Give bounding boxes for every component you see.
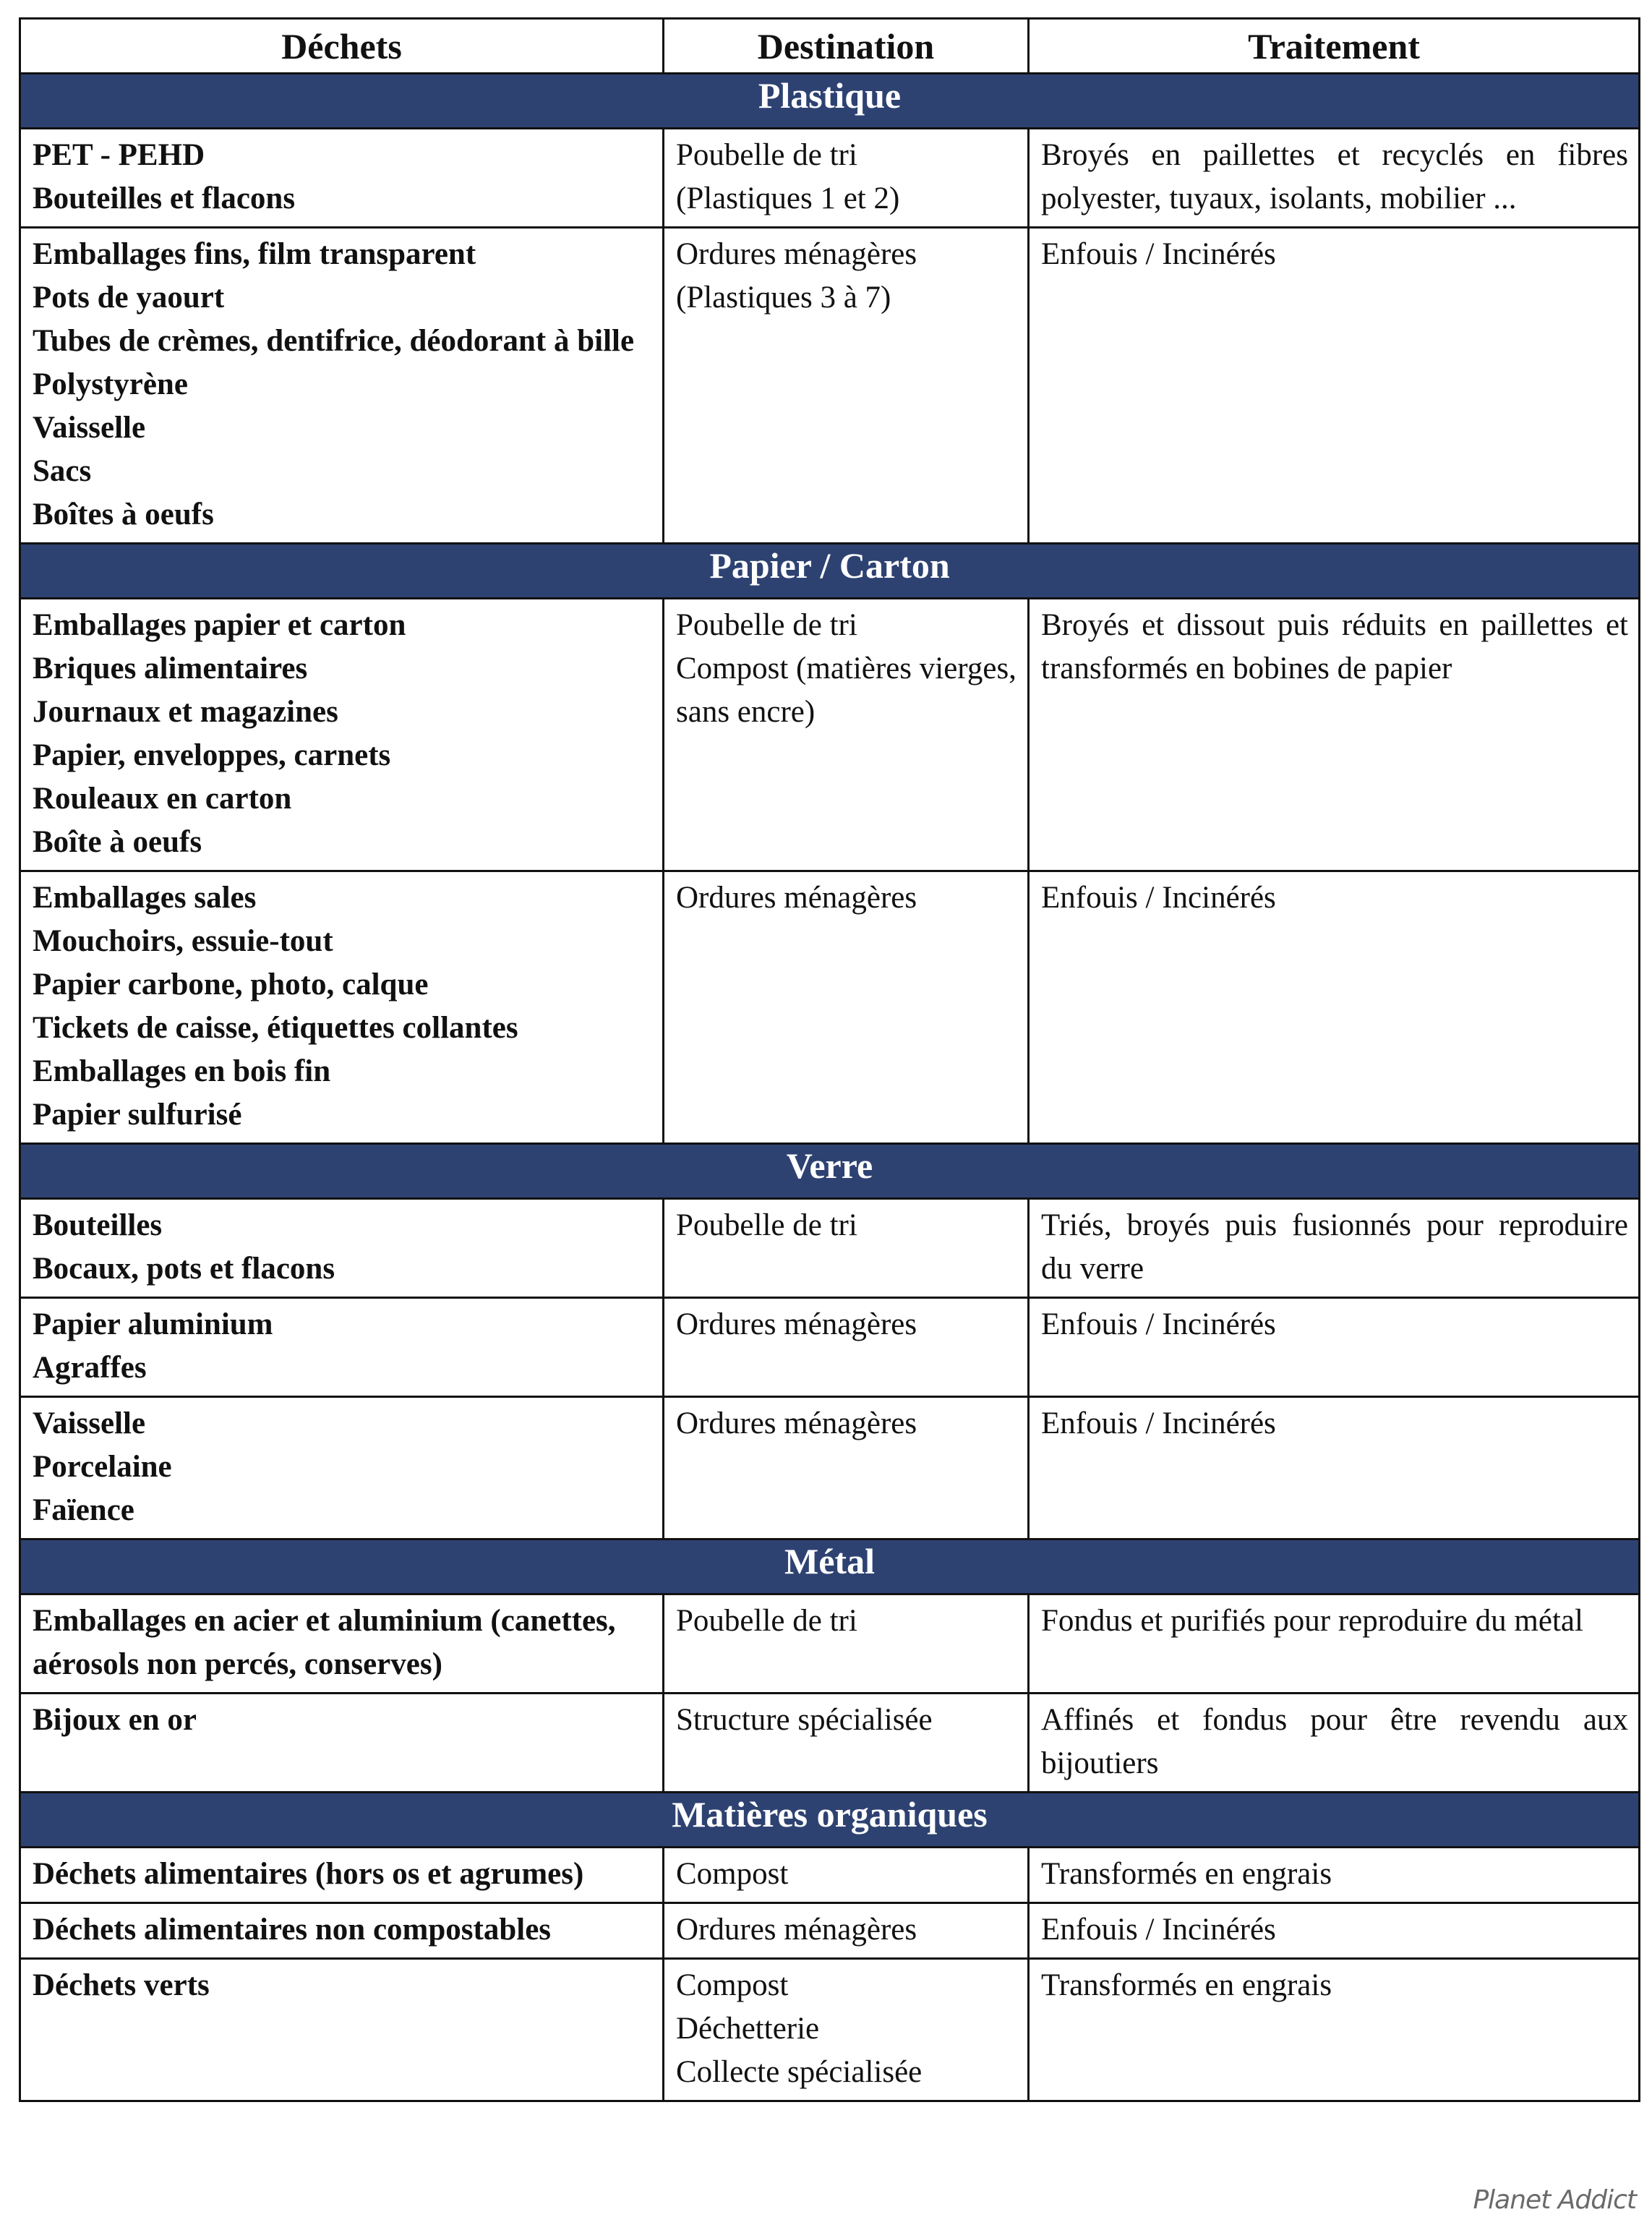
dechet-line: Bouteilles et flacons bbox=[33, 181, 296, 215]
cell-destination bbox=[664, 228, 1029, 544]
table-row bbox=[20, 1903, 1640, 1959]
table-row bbox=[20, 1199, 1640, 1298]
cell-dechets bbox=[20, 1298, 664, 1397]
section-title: Verre bbox=[20, 1144, 1640, 1199]
dechet-line: Journaux et magazines bbox=[33, 695, 338, 729]
cell-dechets bbox=[20, 228, 664, 544]
cell-destination bbox=[664, 599, 1029, 871]
dechet-line: Papier aluminium bbox=[33, 1307, 273, 1341]
destination-line: Compost bbox=[676, 1857, 789, 1891]
cell-traitement: Enfouis / Incinérés bbox=[1029, 1298, 1640, 1397]
cell-destination bbox=[664, 1848, 1029, 1903]
cell-dechets bbox=[20, 1959, 664, 2101]
destination-line: (Plastiques 3 à 7) bbox=[676, 281, 891, 315]
section-header-row bbox=[20, 74, 1640, 129]
table-row bbox=[20, 871, 1640, 1144]
table-row bbox=[20, 1397, 1640, 1539]
table-row bbox=[20, 228, 1640, 544]
cell-dechets bbox=[20, 871, 664, 1144]
header-row bbox=[20, 19, 1640, 74]
destination-line: Compost bbox=[676, 1968, 789, 2002]
cell-traitement: Broyés en paillettes et recyclés en fibres polyester, tuyaux, isolants, mobilier ... bbox=[1029, 129, 1640, 228]
cell-dechets bbox=[20, 1397, 664, 1539]
cell-destination bbox=[664, 1903, 1029, 1959]
dechet-line: Faïence bbox=[33, 1493, 134, 1527]
cell-destination bbox=[664, 1397, 1029, 1539]
destination-line: Ordures ménagères bbox=[676, 1406, 917, 1440]
cell-dechets bbox=[20, 1848, 664, 1903]
dechet-line: Vaisselle bbox=[33, 1406, 146, 1440]
dechet-line: Bocaux, pots et flacons bbox=[33, 1252, 335, 1286]
dechet-line: Porcelaine bbox=[33, 1450, 172, 1484]
destination-line: Déchetterie bbox=[676, 2012, 820, 2046]
destination-line: Ordures ménagères bbox=[676, 1307, 917, 1341]
dechet-line: Boîte à oeufs bbox=[33, 825, 202, 859]
dechet-line: Emballages en acier et aluminium (canettes, aérosols non percés, conserves) bbox=[33, 1604, 616, 1681]
dechet-line: Emballages fins, film transparent bbox=[33, 237, 476, 271]
dechet-line: Papier, enveloppes, carnets bbox=[33, 738, 391, 772]
cell-traitement: Enfouis / Incinérés bbox=[1029, 1397, 1640, 1539]
section-header-row bbox=[20, 1793, 1640, 1848]
cell-dechets bbox=[20, 1903, 664, 1959]
dechet-line: Vaisselle bbox=[33, 411, 146, 445]
table-row bbox=[20, 1298, 1640, 1397]
table-row bbox=[20, 1848, 1640, 1903]
dechet-line: Bijoux en or bbox=[33, 1703, 197, 1737]
table-row bbox=[20, 1594, 1640, 1694]
table-header bbox=[20, 19, 1640, 74]
header-traitement: Traitement bbox=[1029, 19, 1640, 74]
destination-line: Ordures ménagères bbox=[676, 881, 917, 915]
cell-destination bbox=[664, 1594, 1029, 1694]
waste-sorting-table bbox=[19, 17, 1640, 2102]
cell-dechets bbox=[20, 129, 664, 228]
cell-dechets bbox=[20, 1199, 664, 1298]
section-header-row bbox=[20, 1144, 1640, 1199]
dechet-line: Déchets verts bbox=[33, 1968, 210, 2002]
dechet-line: Papier sulfurisé bbox=[33, 1098, 242, 1132]
cell-destination bbox=[664, 129, 1029, 228]
dechet-line: Emballages papier et carton bbox=[33, 608, 406, 642]
dechet-line: Tickets de caisse, étiquettes collantes bbox=[33, 1011, 518, 1045]
header-destination: Destination bbox=[664, 19, 1029, 74]
destination-line: Poubelle de tri bbox=[676, 608, 857, 642]
section-title: Plastique bbox=[20, 74, 1640, 129]
destination-line: Poubelle de tri bbox=[676, 1604, 857, 1638]
table-row bbox=[20, 129, 1640, 228]
cell-traitement: Triés, broyés puis fusionnés pour reproduire du verre bbox=[1029, 1199, 1640, 1298]
destination-line: Poubelle de tri bbox=[676, 138, 857, 172]
table-body bbox=[20, 74, 1640, 2101]
cell-traitement: Enfouis / Incinérés bbox=[1029, 871, 1640, 1144]
cell-dechets bbox=[20, 1594, 664, 1694]
section-title: Matières organiques bbox=[20, 1793, 1640, 1848]
dechet-line: Agraffes bbox=[33, 1351, 147, 1385]
section-title: Métal bbox=[20, 1539, 1640, 1594]
section-title: Papier / Carton bbox=[20, 544, 1640, 599]
dechet-line: Déchets alimentaires (hors os et agrumes) bbox=[33, 1857, 584, 1891]
cell-destination bbox=[664, 1199, 1029, 1298]
cell-dechets bbox=[20, 1694, 664, 1793]
dechet-line: Briques alimentaires bbox=[33, 652, 308, 686]
dechet-line: Emballages sales bbox=[33, 881, 257, 915]
cell-traitement: Transformés en engrais bbox=[1029, 1848, 1640, 1903]
cell-traitement: Broyés et dissout puis réduits en paillettes et transformés en bobines de papier bbox=[1029, 599, 1640, 871]
destination-line: Collecte spécialisée bbox=[676, 2055, 923, 2089]
dechet-line: Rouleaux en carton bbox=[33, 782, 292, 816]
dechet-line: Boîtes à oeufs bbox=[33, 497, 214, 531]
table-row bbox=[20, 1694, 1640, 1793]
cell-dechets bbox=[20, 599, 664, 871]
dechet-line: Sacs bbox=[33, 454, 92, 488]
destination-line: Poubelle de tri bbox=[676, 1208, 857, 1242]
watermark: Planet Addict bbox=[1473, 2185, 1636, 2215]
section-header-row bbox=[20, 1539, 1640, 1594]
destination-line: Ordures ménagères bbox=[676, 237, 917, 271]
cell-destination bbox=[664, 1694, 1029, 1793]
dechet-line: Papier carbone, photo, calque bbox=[33, 968, 429, 1002]
cell-destination bbox=[664, 1298, 1029, 1397]
destination-line: Compost (matières vierges, sans encre) bbox=[676, 652, 1017, 729]
section-header-row bbox=[20, 544, 1640, 599]
dechet-line: PET - PEHD bbox=[33, 138, 205, 172]
dechet-line: Bouteilles bbox=[33, 1208, 163, 1242]
dechet-line: Pots de yaourt bbox=[33, 281, 225, 315]
cell-destination bbox=[664, 1959, 1029, 2101]
cell-traitement: Transformés en engrais bbox=[1029, 1959, 1640, 2101]
cell-traitement: Affinés et fondus pour être revendu aux bijoutiers bbox=[1029, 1694, 1640, 1793]
dechet-line: Tubes de crèmes, dentifrice, déodorant à bille bbox=[33, 324, 635, 358]
destination-line: Structure spécialisée bbox=[676, 1703, 933, 1737]
dechet-line: Emballages en bois fin bbox=[33, 1054, 331, 1088]
table-row bbox=[20, 1959, 1640, 2101]
cell-destination bbox=[664, 871, 1029, 1144]
destination-line: (Plastiques 1 et 2) bbox=[676, 181, 900, 215]
dechet-line: Polystyrène bbox=[33, 367, 188, 401]
cell-traitement: Enfouis / Incinérés bbox=[1029, 1903, 1640, 1959]
cell-traitement: Enfouis / Incinérés bbox=[1029, 228, 1640, 544]
destination-line: Ordures ménagères bbox=[676, 1913, 917, 1947]
dechet-line: Déchets alimentaires non compostables bbox=[33, 1913, 552, 1947]
dechet-line: Mouchoirs, essuie-tout bbox=[33, 924, 333, 958]
cell-traitement: Fondus et purifiés pour reproduire du métal bbox=[1029, 1594, 1640, 1694]
table-row bbox=[20, 599, 1640, 871]
header-dechets: Déchets bbox=[20, 19, 664, 74]
